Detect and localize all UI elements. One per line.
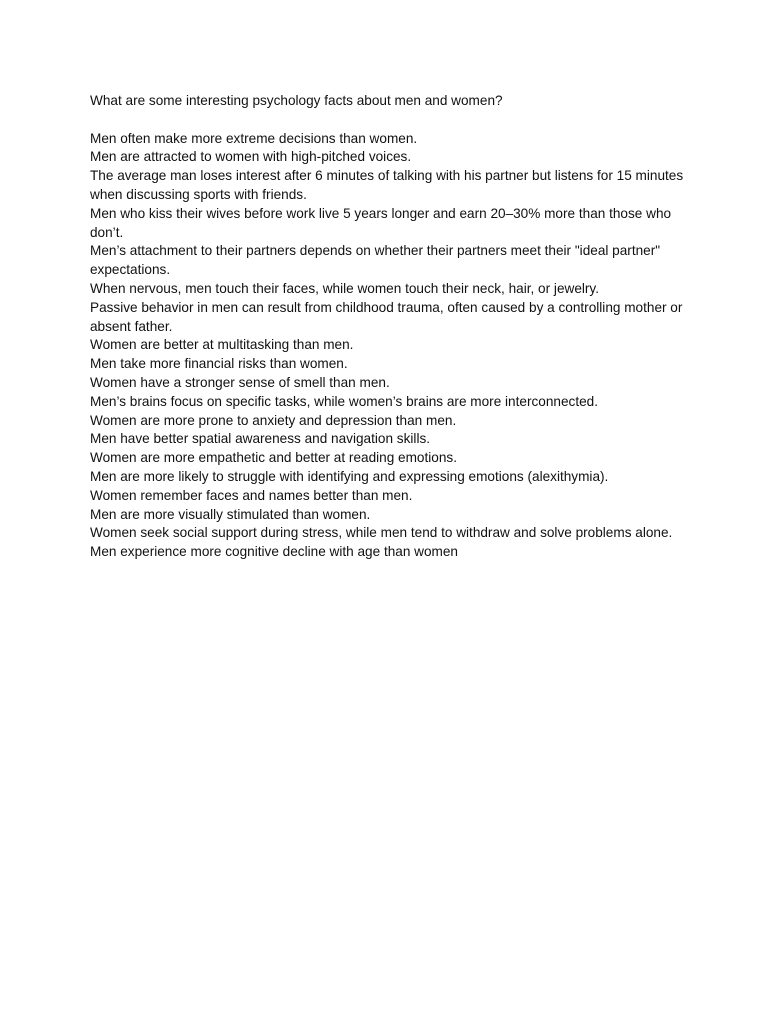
fact-item: Women seek social support during stress, while men tend to withdraw and solve problems alone. <box>90 525 673 541</box>
fact-item: Men are attracted to women with high-pitched voices. <box>90 149 412 165</box>
fact-item: Men often make more extreme decisions than women. <box>90 130 418 146</box>
fact-item: Men experience more cognitive decline with age than women <box>90 544 458 560</box>
document-body <box>90 92 690 562</box>
question-heading: What are some interesting psychology facts about men and women? <box>90 93 503 108</box>
fact-item: Men are more visually stimulated than women. <box>90 506 371 522</box>
fact-item: Men are more likely to struggle with identifying and expressing emotions (alexithymia). <box>90 468 609 484</box>
fact-item: Men who kiss their wives before work live 5 years longer and earn 20–30% more than those who don’t. <box>90 205 672 240</box>
fact-item: Women remember faces and names better than men. <box>90 487 413 503</box>
fact-item: Passive behavior in men can result from childhood trauma, often caused by a controlling mother or absent father. <box>90 299 683 334</box>
fact-item: Women are more empathetic and better at reading emotions. <box>90 450 457 466</box>
fact-item: Men’s brains focus on specific tasks, while women’s brains are more interconnected. <box>90 393 598 409</box>
fact-item: The average man loses interest after 6 minutes of talking with his partner but listens for 15 minutes when discussing sports with friends. <box>90 168 684 202</box>
facts-list <box>90 130 690 562</box>
fact-item: When nervous, men touch their faces, while women touch their neck, hair, or jewelry. <box>90 280 599 296</box>
fact-item: Women are more prone to anxiety and depression than men. <box>90 412 457 428</box>
fact-item: Women are better at multitasking than men. <box>90 337 354 353</box>
fact-item: Men’s attachment to their partners depends on whether their partners meet their "ideal partner" expectations. <box>90 243 661 278</box>
fact-item: Men take more financial risks than women. <box>90 356 348 372</box>
fact-item: Men have better spatial awareness and navigation skills. <box>90 431 431 447</box>
fact-item: Women have a stronger sense of smell than men. <box>90 374 390 390</box>
